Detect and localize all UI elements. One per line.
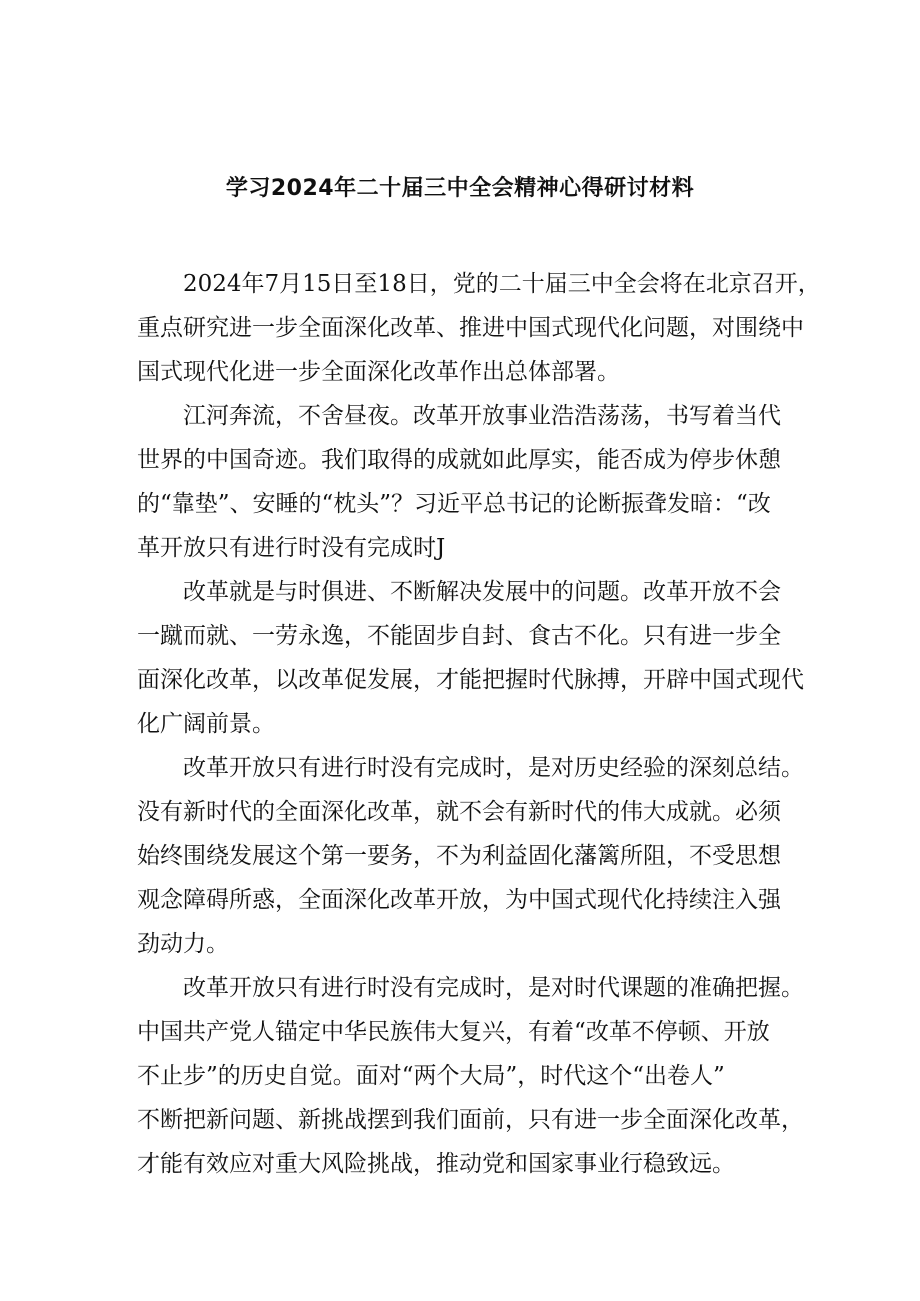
text-line: 没有新时代的全面深化改革，就不会有新时代的伟大成就。必须: [137, 799, 781, 825]
text-line: 改革就是与时俱进、不断解决发展中的问题。改革开放不会: [183, 579, 781, 605]
text-line: 才能有效应对重大风险挑战，推动党和国家事业行稳致远。: [137, 1151, 735, 1177]
text-line: 劲动力。: [137, 931, 229, 957]
text-line: 国式现代化进一步全面深化改革作出总体部署。: [137, 359, 620, 385]
text-line: 面深化改革，以改革促发展，才能把握时代脉搏，开辟中国式现代: [137, 667, 804, 693]
text-line: 的“靠垫”、安睡的“枕头”？习近平总书记的论断振聋发暗：“改: [137, 491, 771, 517]
paragraph-1: [137, 262, 821, 394]
text-line: 始终围绕发展这个第一要务，不为利益固化藩篱所阻，不受思想: [137, 843, 781, 869]
text-line: 改革开放只有进行时没有完成时，是对历史经验的深刻总结。: [183, 755, 804, 781]
paragraph-3: [137, 570, 802, 746]
text-line: 化广阔前景。: [137, 711, 275, 737]
text-line: 一蹴而就、一劳永逸，不能固步自封、食古不化。只有进一步全: [137, 623, 781, 649]
paragraph-5: [137, 966, 802, 1186]
text-line: 重点研究进一步全面深化改革、推进中国式现代化问题，对围绕中: [137, 315, 804, 341]
text-line: 不止步”的历史自觉。面对“两个大局”，时代这个“出卷人”: [137, 1063, 725, 1089]
text-line: 2024年7月15日至18日，党的二十届三中全会将在北京召开，: [183, 271, 821, 297]
paragraph-2: [137, 394, 802, 570]
document-body: [137, 262, 821, 1186]
text-line: 革开放只有进行时没有完成时J: [137, 535, 446, 561]
text-line: 观念障碍所惑，全面深化改革开放，为中国式现代化持续注入强: [137, 887, 781, 913]
text-line: 江河奔流，不舍昼夜。改革开放事业浩浩荡荡，书写着当代: [183, 403, 781, 429]
text-line: 中国共产党人锚定中华民族伟大复兴，有着“改革不停顿、开放: [137, 1019, 770, 1045]
text-line: 世界的中国奇迹。我们取得的成就如此厚实，能否成为停步休憩: [137, 447, 781, 473]
text-line: 改革开放只有进行时没有完成时，是对时代课题的准确把握。: [183, 975, 804, 1001]
paragraph-4: [137, 746, 802, 966]
document-title: 学习2024年二十届三中全会精神心得研讨材料: [225, 176, 695, 201]
text-line: 不断把新问题、新挑战摆到我们面前，只有进一步全面深化改革，: [137, 1107, 804, 1133]
